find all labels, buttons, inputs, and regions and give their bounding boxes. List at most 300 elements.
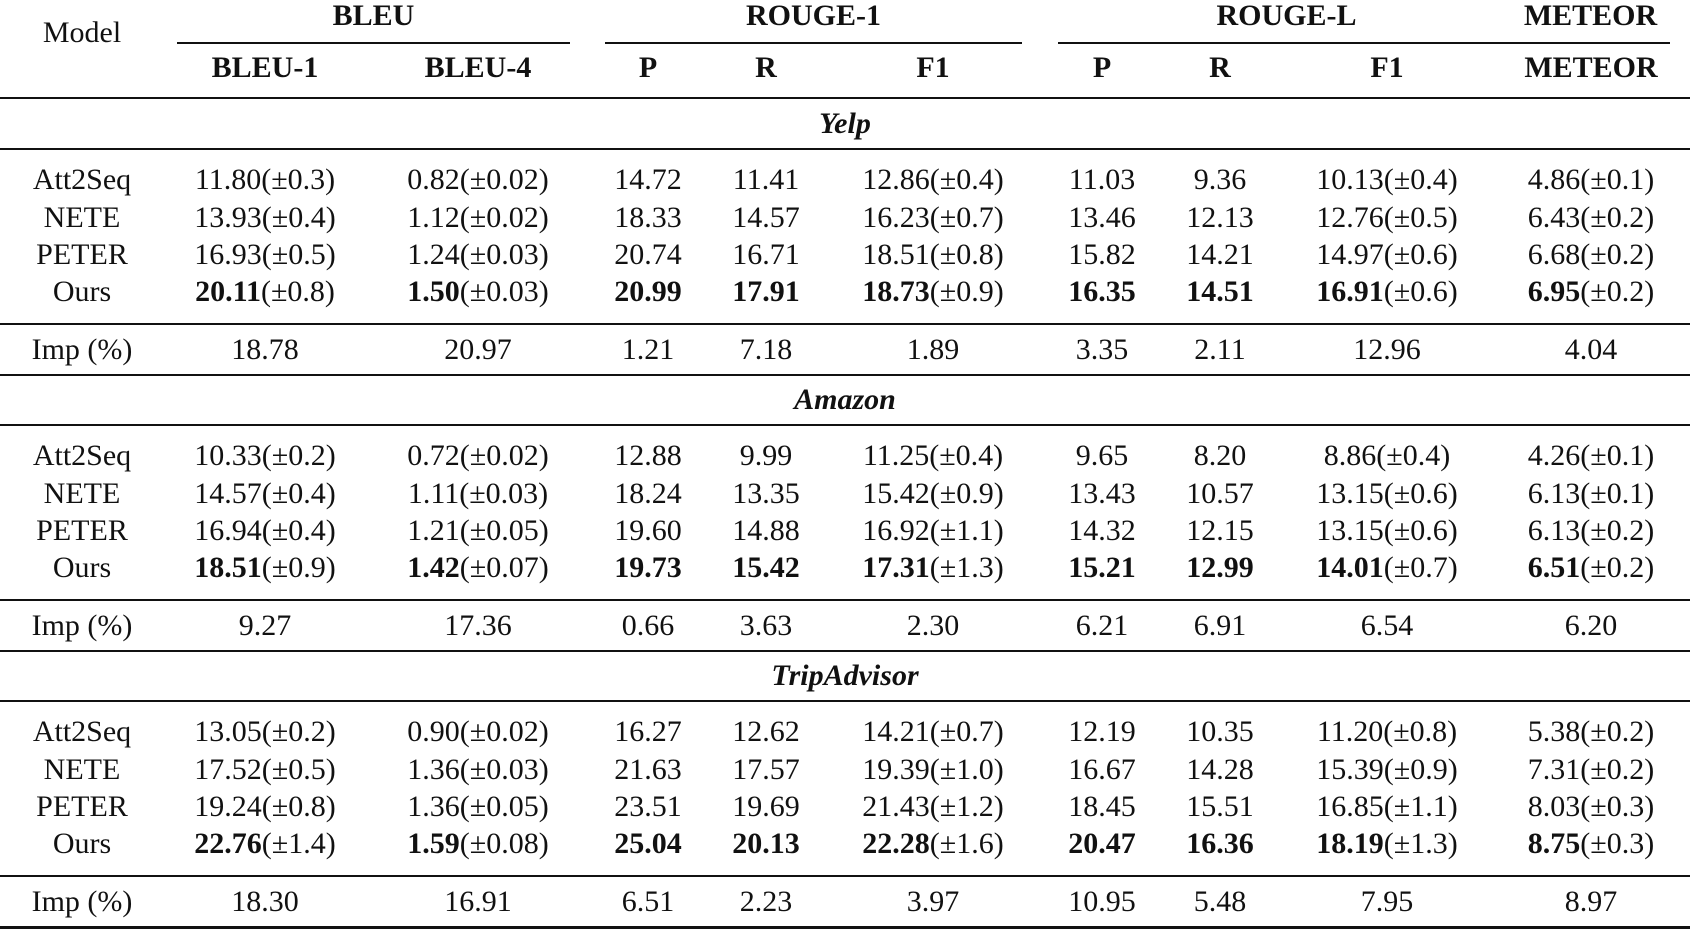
- score-cell: [194, 715, 335, 749]
- score-value: 20.99: [614, 275, 682, 308]
- std-dev: (±0.02): [459, 201, 549, 234]
- score-cell: [1528, 715, 1654, 749]
- std-dev: (±0.6): [1383, 275, 1458, 308]
- score-value: 10.33: [194, 439, 262, 472]
- std-dev: (±0.6): [1383, 238, 1458, 271]
- std-dev: (±1.6): [929, 827, 1004, 860]
- score-value: 14.01: [1316, 551, 1384, 584]
- score-value: 1.12: [407, 201, 460, 234]
- score-value: 7.31: [1527, 753, 1581, 786]
- score-value: 21.63: [614, 753, 682, 786]
- std-dev: (±0.05): [459, 790, 549, 823]
- score-value: 1.59: [407, 827, 460, 860]
- std-dev: (±0.8): [929, 238, 1004, 271]
- score-cell: [862, 275, 1003, 309]
- std-dev: (±0.3): [261, 163, 336, 196]
- improvement-value: 1.21: [621, 333, 675, 366]
- metric-column-header: R: [755, 51, 777, 84]
- std-dev: (±0.08): [459, 827, 549, 860]
- score-value: 11.41: [732, 163, 800, 196]
- group-underline: [605, 42, 1022, 44]
- std-dev: (±0.03): [459, 238, 549, 271]
- score-cell: [862, 477, 1003, 511]
- improvement-label: Imp (%): [31, 885, 133, 918]
- std-dev: (±0.6): [1383, 514, 1458, 547]
- score-value: 12.99: [1186, 551, 1254, 584]
- score-cell: [1068, 551, 1136, 585]
- score-cell: [194, 439, 335, 473]
- metric-column-header: P: [638, 51, 658, 84]
- score-cell: [1068, 477, 1136, 511]
- score-value: 19.60: [614, 514, 682, 547]
- score-cell: [1186, 551, 1254, 585]
- score-cell: [614, 238, 682, 272]
- score-cell: [862, 514, 1003, 548]
- improvement-rule: [0, 599, 1690, 601]
- std-dev: (±0.4): [261, 477, 336, 510]
- score-value: 16.36: [1186, 827, 1254, 860]
- score-cell: [407, 439, 548, 473]
- dataset-section-title: Yelp: [819, 107, 871, 140]
- std-dev: (±0.9): [929, 275, 1004, 308]
- improvement-rule: [0, 323, 1690, 325]
- score-cell: [1324, 439, 1450, 473]
- improvement-value: 6.54: [1360, 609, 1414, 642]
- metric-group-header: BLEU: [332, 0, 415, 32]
- score-cell: [194, 514, 335, 548]
- improvement-rule: [0, 875, 1690, 877]
- improvement-label: Imp (%): [31, 609, 133, 642]
- std-dev: (±0.2): [1580, 201, 1655, 234]
- metric-group-header: METEOR: [1523, 0, 1658, 32]
- score-value: 11.80: [194, 163, 262, 196]
- score-value: 16.71: [732, 238, 800, 271]
- metric-column-header: BLEU-4: [424, 51, 532, 84]
- model-name: Ours: [52, 275, 112, 308]
- improvement-value: 6.91: [1193, 609, 1247, 642]
- group-underline: [1058, 42, 1515, 44]
- score-cell: [1528, 477, 1654, 511]
- model-name: NETE: [43, 201, 121, 234]
- score-value: 9.99: [739, 439, 793, 472]
- score-value: 17.57: [732, 753, 800, 786]
- std-dev: (±0.1): [1580, 477, 1655, 510]
- metric-column-header: BLEU-1: [211, 51, 319, 84]
- model-name: Ours: [52, 827, 112, 860]
- std-dev: (±0.02): [459, 439, 549, 472]
- section-rule: [0, 700, 1690, 702]
- score-cell: [1068, 201, 1136, 235]
- score-cell: [407, 827, 548, 861]
- metric-group-header: ROUGE-1: [746, 0, 881, 32]
- score-cell: [1528, 753, 1654, 787]
- score-value: 14.57: [194, 477, 262, 510]
- metric-column-header: P: [1092, 51, 1112, 84]
- std-dev: (±0.8): [260, 275, 335, 308]
- score-value: 20.47: [1068, 827, 1136, 860]
- score-value: 6.13: [1527, 477, 1581, 510]
- improvement-value: 7.95: [1360, 885, 1414, 918]
- score-cell: [614, 790, 682, 824]
- improvement-value: 2.23: [739, 885, 793, 918]
- model-name: Ours: [52, 551, 112, 584]
- std-dev: (±0.9): [929, 477, 1004, 510]
- metric-column-header: F1: [1370, 51, 1404, 84]
- score-cell: [407, 551, 548, 585]
- group-underline: [177, 42, 570, 44]
- std-dev: (±0.4): [1383, 163, 1458, 196]
- score-value: 6.51: [1527, 551, 1581, 584]
- score-value: 23.51: [614, 790, 682, 823]
- score-cell: [1076, 439, 1129, 473]
- score-value: 1.11: [407, 477, 460, 510]
- score-cell: [1316, 477, 1457, 511]
- improvement-value: 17.36: [444, 609, 512, 642]
- score-value: 16.92: [862, 514, 930, 547]
- score-cell: [1316, 827, 1457, 861]
- score-value: 12.88: [614, 439, 682, 472]
- score-value: 14.21: [1186, 238, 1254, 271]
- score-cell: [862, 551, 1003, 585]
- score-cell: [1528, 514, 1654, 548]
- improvement-value: 20.97: [444, 333, 512, 366]
- score-value: 14.28: [1186, 753, 1254, 786]
- score-cell: [195, 163, 335, 197]
- std-dev: (±0.5): [1383, 201, 1458, 234]
- score-cell: [732, 275, 800, 309]
- section-rule: [0, 424, 1690, 426]
- score-value: 19.39: [862, 753, 930, 786]
- score-value: 14.57: [732, 201, 800, 234]
- score-cell: [733, 163, 799, 197]
- std-dev: (±0.4): [1376, 439, 1451, 472]
- score-value: 16.35: [1068, 275, 1136, 308]
- score-cell: [1528, 827, 1654, 861]
- score-cell: [614, 551, 682, 585]
- score-value: 12.15: [1186, 514, 1254, 547]
- bottom-rule: [0, 926, 1690, 929]
- score-value: 0.82: [407, 163, 460, 196]
- score-cell: [194, 201, 335, 235]
- score-cell: [1186, 275, 1254, 309]
- score-cell: [614, 201, 682, 235]
- score-cell: [862, 163, 1003, 197]
- score-cell: [408, 477, 548, 511]
- score-value: 18.51: [862, 238, 930, 271]
- score-cell: [1316, 514, 1457, 548]
- score-value: 20.74: [614, 238, 682, 271]
- score-cell: [1186, 238, 1254, 272]
- improvement-value: 4.04: [1564, 333, 1618, 366]
- std-dev: (±0.5): [261, 238, 336, 271]
- model-name: PETER: [36, 238, 128, 271]
- score-cell: [194, 477, 335, 511]
- score-value: 22.28: [862, 827, 930, 860]
- score-cell: [407, 790, 548, 824]
- std-dev: (±1.0): [929, 753, 1004, 786]
- score-cell: [1194, 439, 1247, 473]
- std-dev: (±0.2): [1580, 514, 1655, 547]
- std-dev: (±0.3): [1580, 827, 1655, 860]
- score-value: 18.51: [194, 551, 262, 584]
- score-value: 10.35: [1186, 715, 1254, 748]
- score-value: 14.88: [732, 514, 800, 547]
- score-value: 9.36: [1193, 163, 1247, 196]
- improvement-value: 6.21: [1075, 609, 1129, 642]
- score-cell: [1316, 163, 1457, 197]
- score-value: 4.26: [1527, 439, 1581, 472]
- score-cell: [1068, 514, 1136, 548]
- score-cell: [732, 238, 800, 272]
- improvement-value: 3.63: [739, 609, 793, 642]
- score-cell: [863, 439, 1003, 473]
- score-cell: [862, 790, 1003, 824]
- section-end-rule: [0, 650, 1690, 652]
- score-cell: [732, 551, 800, 585]
- improvement-value: 3.97: [906, 885, 960, 918]
- score-cell: [1316, 238, 1457, 272]
- score-cell: [1068, 275, 1136, 309]
- improvement-value: 2.30: [906, 609, 960, 642]
- score-cell: [732, 753, 800, 787]
- score-value: 12.19: [1068, 715, 1136, 748]
- score-cell: [614, 477, 682, 511]
- score-value: 16.27: [614, 715, 682, 748]
- model-name: NETE: [43, 753, 121, 786]
- score-value: 6.13: [1527, 514, 1581, 547]
- score-cell: [407, 201, 548, 235]
- std-dev: (±1.2): [929, 790, 1004, 823]
- std-dev: (±0.9): [1383, 753, 1458, 786]
- score-cell: [732, 790, 800, 824]
- score-value: 16.93: [194, 238, 262, 271]
- score-value: 8.20: [1193, 439, 1247, 472]
- score-cell: [1316, 790, 1457, 824]
- score-value: 17.91: [732, 275, 800, 308]
- score-cell: [1316, 275, 1457, 309]
- score-value: 13.15: [1316, 477, 1384, 510]
- std-dev: (±0.2): [1580, 715, 1655, 748]
- score-cell: [407, 753, 548, 787]
- std-dev: (±0.2): [261, 715, 336, 748]
- std-dev: (±1.3): [1383, 827, 1458, 860]
- score-value: 13.43: [1068, 477, 1136, 510]
- std-dev: (±1.3): [929, 551, 1004, 584]
- score-value: 16.91: [1316, 275, 1384, 308]
- score-value: 15.39: [1316, 753, 1384, 786]
- score-cell: [732, 201, 800, 235]
- std-dev: (±0.2): [1580, 238, 1655, 271]
- score-value: 16.94: [194, 514, 262, 547]
- std-dev: (±0.3): [1580, 790, 1655, 823]
- score-value: 14.51: [1186, 275, 1254, 308]
- score-cell: [195, 275, 335, 309]
- std-dev: (±0.03): [459, 753, 549, 786]
- score-value: 15.42: [732, 551, 800, 584]
- score-value: 18.24: [614, 477, 682, 510]
- improvement-value: 3.35: [1075, 333, 1129, 366]
- score-cell: [1186, 827, 1254, 861]
- std-dev: (±0.02): [459, 715, 549, 748]
- improvement-value: 2.11: [1194, 333, 1246, 366]
- score-value: 4.86: [1527, 163, 1581, 196]
- score-cell: [1186, 790, 1254, 824]
- score-value: 20.11: [195, 275, 261, 308]
- std-dev: (±0.2): [1580, 275, 1655, 308]
- improvement-value: 12.96: [1353, 333, 1421, 366]
- score-value: 1.21: [407, 514, 460, 547]
- score-cell: [1186, 753, 1254, 787]
- score-value: 11.20: [1316, 715, 1384, 748]
- score-cell: [1069, 163, 1135, 197]
- score-cell: [614, 715, 682, 749]
- score-cell: [1528, 201, 1654, 235]
- std-dev: (±1.4): [261, 827, 336, 860]
- score-cell: [1186, 201, 1254, 235]
- std-dev: (±0.6): [1383, 477, 1458, 510]
- header-rule: [0, 97, 1690, 99]
- score-cell: [1068, 790, 1136, 824]
- improvement-value: 5.48: [1193, 885, 1247, 918]
- score-value: 18.33: [614, 201, 682, 234]
- score-cell: [194, 238, 335, 272]
- score-value: 1.50: [407, 275, 460, 308]
- improvement-value: 10.95: [1068, 885, 1136, 918]
- score-value: 6.95: [1527, 275, 1581, 308]
- std-dev: (±0.4): [261, 201, 336, 234]
- model-column-header: Model: [42, 16, 122, 49]
- metric-column-header: R: [1209, 51, 1231, 84]
- score-value: 8.86: [1323, 439, 1377, 472]
- score-cell: [1186, 715, 1254, 749]
- section-end-rule: [0, 374, 1690, 376]
- improvement-value: 8.97: [1564, 885, 1618, 918]
- score-cell: [614, 827, 682, 861]
- score-value: 12.76: [1316, 201, 1384, 234]
- score-cell: [862, 827, 1003, 861]
- score-value: 22.76: [194, 827, 262, 860]
- model-name: Att2Seq: [32, 163, 132, 196]
- metric-column-header: METEOR: [1524, 51, 1658, 84]
- score-cell: [614, 514, 682, 548]
- score-cell: [862, 201, 1003, 235]
- section-rule: [0, 148, 1690, 150]
- score-value: 14.97: [1316, 238, 1384, 271]
- improvement-label: Imp (%): [31, 333, 133, 366]
- score-value: 8.75: [1527, 827, 1581, 860]
- score-cell: [407, 238, 548, 272]
- improvement-value: 0.66: [621, 609, 675, 642]
- score-value: 13.35: [732, 477, 800, 510]
- score-value: 10.13: [1316, 163, 1384, 196]
- score-value: 1.24: [407, 238, 460, 271]
- score-cell: [1068, 715, 1136, 749]
- model-name: PETER: [36, 514, 128, 547]
- score-cell: [1528, 238, 1654, 272]
- score-value: 13.46: [1068, 201, 1136, 234]
- score-value: 12.62: [732, 715, 800, 748]
- score-cell: [1068, 238, 1136, 272]
- score-cell: [862, 238, 1003, 272]
- score-cell: [407, 715, 548, 749]
- score-value: 18.73: [862, 275, 930, 308]
- score-value: 6.68: [1527, 238, 1581, 271]
- score-cell: [1528, 551, 1654, 585]
- improvement-value: 6.20: [1564, 609, 1618, 642]
- score-value: 6.43: [1527, 201, 1581, 234]
- score-value: 13.93: [194, 201, 262, 234]
- std-dev: (±0.9): [261, 551, 336, 584]
- score-value: 16.23: [862, 201, 930, 234]
- score-cell: [614, 275, 682, 309]
- improvement-value: 6.51: [621, 885, 675, 918]
- score-value: 18.19: [1316, 827, 1384, 860]
- score-value: 14.21: [862, 715, 930, 748]
- score-cell: [194, 551, 335, 585]
- score-value: 11.25: [862, 439, 930, 472]
- score-cell: [1528, 275, 1654, 309]
- score-value: 13.05: [194, 715, 262, 748]
- score-cell: [1317, 715, 1457, 749]
- score-value: 15.51: [1186, 790, 1254, 823]
- improvement-value: 18.30: [231, 885, 299, 918]
- score-cell: [1316, 551, 1457, 585]
- std-dev: (±0.8): [1383, 715, 1458, 748]
- dataset-section-title: Amazon: [794, 383, 896, 416]
- score-cell: [740, 439, 793, 473]
- model-name: Att2Seq: [32, 715, 132, 748]
- std-dev: (±0.05): [459, 514, 549, 547]
- score-value: 1.36: [407, 790, 460, 823]
- std-dev: (±0.03): [459, 477, 549, 510]
- score-value: 19.73: [614, 551, 682, 584]
- score-value: 15.82: [1068, 238, 1136, 271]
- score-value: 16.67: [1068, 753, 1136, 786]
- score-value: 5.38: [1527, 715, 1581, 748]
- score-cell: [732, 514, 800, 548]
- score-value: 20.13: [732, 827, 800, 860]
- score-cell: [732, 827, 800, 861]
- score-value: 16.85: [1316, 790, 1384, 823]
- improvement-value: 16.91: [444, 885, 512, 918]
- score-value: 8.03: [1527, 790, 1581, 823]
- std-dev: (±0.4): [261, 514, 336, 547]
- std-dev: (±0.2): [261, 439, 336, 472]
- score-cell: [732, 477, 800, 511]
- score-cell: [1528, 439, 1654, 473]
- score-cell: [407, 514, 548, 548]
- std-dev: (±0.07): [459, 551, 549, 584]
- improvement-value: 18.78: [231, 333, 299, 366]
- std-dev: (±0.4): [929, 163, 1004, 196]
- score-value: 25.04: [614, 827, 682, 860]
- score-value: 15.21: [1068, 551, 1136, 584]
- score-value: 17.31: [862, 551, 930, 584]
- score-cell: [1186, 477, 1254, 511]
- std-dev: (±0.1): [1580, 163, 1655, 196]
- score-cell: [732, 715, 800, 749]
- score-value: 17.52: [194, 753, 262, 786]
- score-cell: [1528, 790, 1654, 824]
- std-dev: (±1.1): [929, 514, 1004, 547]
- metric-group-header: ROUGE-L: [1216, 0, 1357, 32]
- score-value: 1.36: [407, 753, 460, 786]
- score-value: 1.42: [407, 551, 460, 584]
- dataset-section-title: TripAdvisor: [771, 659, 919, 692]
- std-dev: (±0.7): [929, 201, 1004, 234]
- score-value: 19.69: [732, 790, 800, 823]
- score-value: 19.24: [194, 790, 262, 823]
